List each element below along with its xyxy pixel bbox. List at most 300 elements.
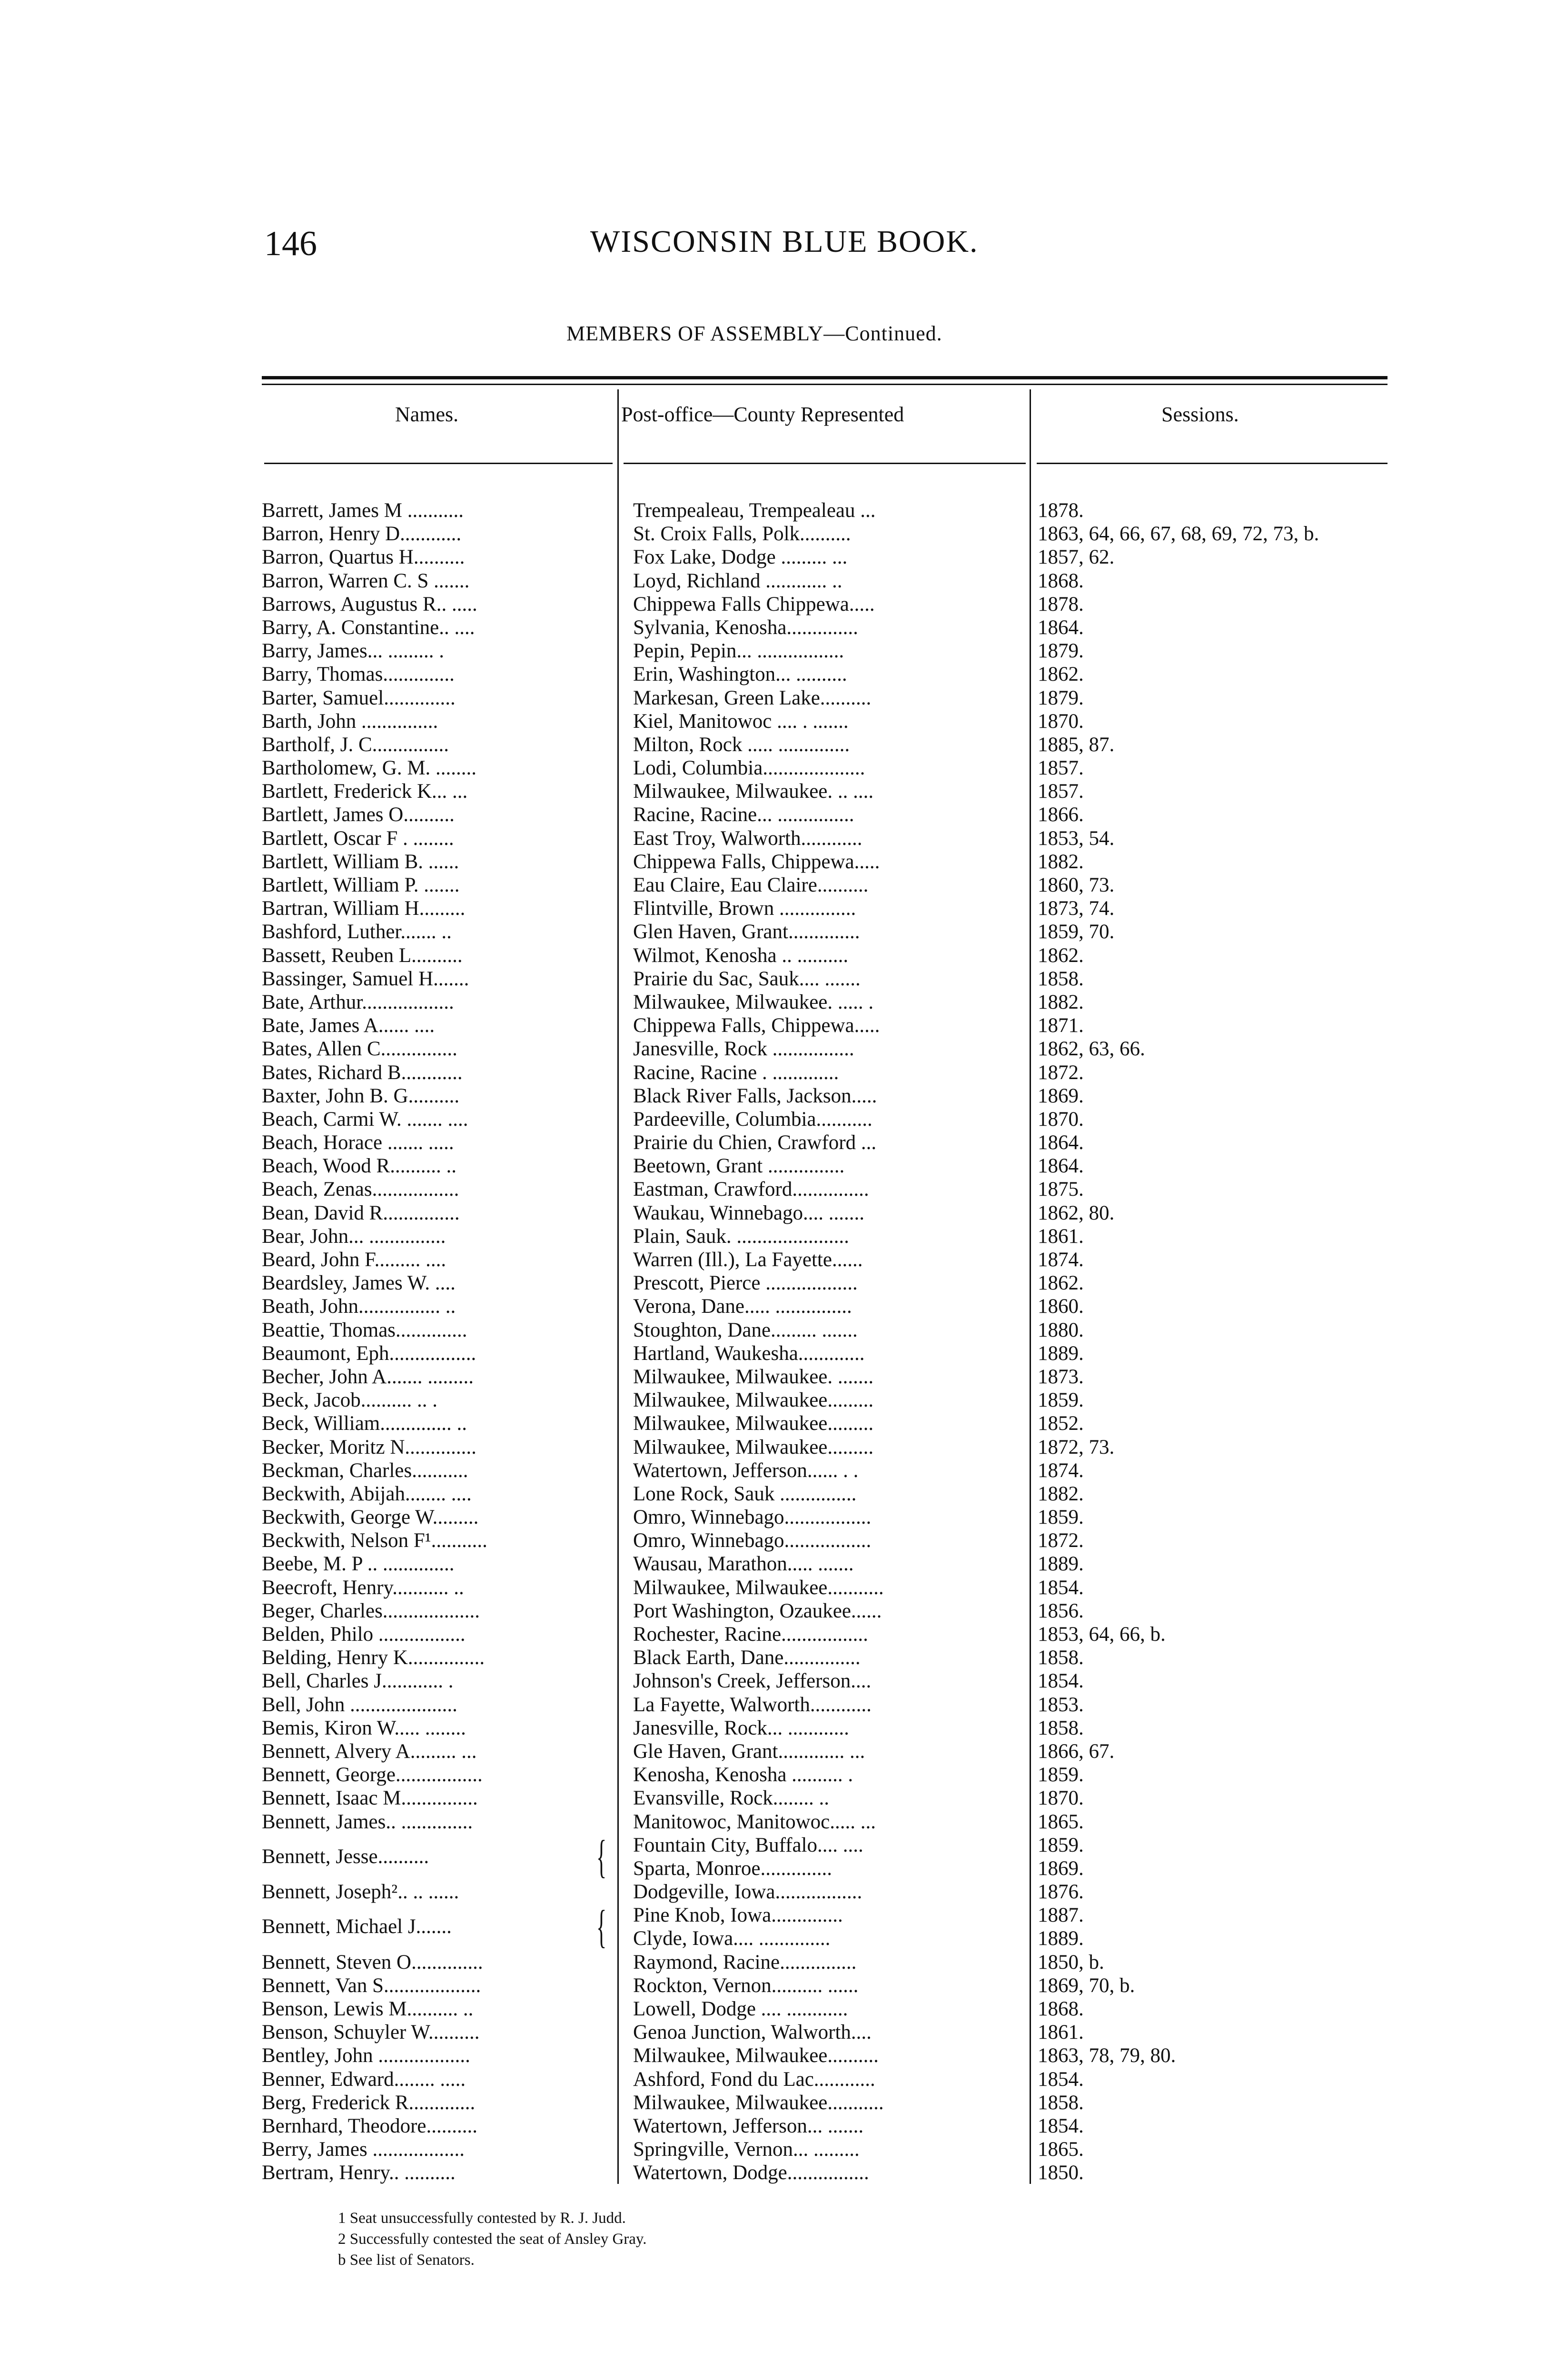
sessions bbox=[1038, 2114, 1390, 2138]
member-name: Bassett, Reuben L.......... bbox=[262, 944, 463, 967]
post-office-county bbox=[633, 803, 1026, 826]
table-row bbox=[0, 1529, 1546, 1552]
member-name: Bell, John ..................... bbox=[262, 1693, 457, 1716]
sessions-line: 1870. bbox=[1038, 710, 1084, 733]
post-office-county bbox=[633, 2091, 1026, 2114]
post-office-line: Manitowoc, Manitowoc..... ... bbox=[633, 1810, 876, 1833]
post-office-line: Racine, Racine... ............... bbox=[633, 803, 854, 826]
member-name: Berg, Frederick R............. bbox=[262, 2091, 476, 2114]
header-underline bbox=[264, 463, 613, 464]
member-name: Barry, James... ......... . bbox=[262, 640, 444, 663]
post-office-county bbox=[633, 920, 1026, 943]
post-office-county bbox=[633, 1342, 1026, 1365]
post-office-line: Pine Knob, Iowa.............. bbox=[633, 1904, 843, 1927]
post-office-line: Verona, Dane..... ............... bbox=[633, 1295, 852, 1318]
table-row bbox=[0, 1412, 1546, 1435]
post-office-county bbox=[633, 1599, 1026, 1623]
table-row bbox=[0, 545, 1546, 569]
sessions bbox=[1038, 1763, 1390, 1786]
post-office-line: Sparta, Monroe.............. bbox=[633, 1857, 832, 1880]
post-office-county bbox=[633, 1974, 1026, 1997]
member-name: Bennett, Jesse.......... bbox=[262, 1845, 429, 1868]
post-office-line: Milwaukee, Milwaukee. .. .... bbox=[633, 780, 874, 803]
post-office-line: Chippewa Falls, Chippewa..... bbox=[633, 1014, 880, 1037]
sessions-line: 1874. bbox=[1038, 1249, 1084, 1271]
post-office-line: Dodgeville, Iowa................. bbox=[633, 1881, 862, 1904]
post-office-county bbox=[633, 1154, 1026, 1178]
member-name: Bear, John... ............... bbox=[262, 1225, 446, 1248]
sessions-line: 1859. bbox=[1038, 1834, 1084, 1856]
sessions bbox=[1038, 1834, 1390, 1880]
post-office-line: Pepin, Pepin... ................. bbox=[633, 640, 844, 663]
post-office-county bbox=[633, 499, 1026, 522]
post-office-county bbox=[633, 1459, 1026, 1482]
post-office-line: Watertown, Dodge................ bbox=[633, 2162, 869, 2184]
post-office-line: Waukau, Winnebago.... ....... bbox=[633, 1201, 865, 1224]
post-office-county bbox=[633, 1271, 1026, 1295]
post-office-county bbox=[633, 569, 1026, 593]
column-header-names: Names. bbox=[395, 403, 459, 426]
member-name: Beard, John F......... .... bbox=[262, 1249, 446, 1271]
post-office-county bbox=[633, 1529, 1026, 1552]
top-rule-thick bbox=[262, 376, 1387, 379]
post-office-line: Milton, Rock ..... .............. bbox=[633, 733, 850, 756]
sessions-line: 1878. bbox=[1038, 499, 1084, 522]
post-office-line: Erin, Washington... .......... bbox=[633, 663, 847, 686]
post-office-county bbox=[633, 1388, 1026, 1412]
sessions-line: 1863, 78, 79, 80. bbox=[1038, 2044, 1176, 2067]
member-name: Bennett, George................. bbox=[262, 1764, 483, 1786]
table-row bbox=[0, 803, 1546, 826]
post-office-line: Lodi, Columbia.................... bbox=[633, 757, 865, 780]
sessions-line: 1852. bbox=[1038, 1412, 1084, 1435]
post-office-line: Rochester, Racine................. bbox=[633, 1623, 868, 1646]
sessions-line: 1882. bbox=[1038, 991, 1084, 1013]
sessions-line: 1853, 54. bbox=[1038, 827, 1115, 850]
post-office-county bbox=[633, 1904, 1026, 1950]
post-office-line: Eau Claire, Eau Claire.......... bbox=[633, 874, 869, 896]
table-row bbox=[0, 1108, 1546, 1131]
post-office-line: Black Earth, Dane............... bbox=[633, 1646, 861, 1669]
header-underline bbox=[1037, 463, 1387, 464]
table-row bbox=[0, 1763, 1546, 1786]
sessions-line: 1862, 63, 66. bbox=[1038, 1038, 1145, 1061]
table-row bbox=[0, 897, 1546, 920]
sessions-line: 1889. bbox=[1038, 1927, 1084, 1950]
post-office-county bbox=[633, 1436, 1026, 1459]
sessions-line: 1872, 73. bbox=[1038, 1436, 1115, 1458]
sessions bbox=[1038, 1319, 1390, 1342]
sessions-line: 1854. bbox=[1038, 2114, 1084, 2137]
member-name: Becker, Moritz N.............. bbox=[262, 1436, 476, 1458]
post-office-county bbox=[633, 1834, 1026, 1880]
post-office-county bbox=[633, 897, 1026, 920]
brace-mark: { bbox=[596, 1831, 607, 1883]
post-office-county bbox=[633, 1037, 1026, 1061]
post-office-line: Milwaukee, Milwaukee. ..... . bbox=[633, 991, 874, 1013]
sessions bbox=[1038, 1506, 1390, 1529]
post-office-line: Milwaukee, Milwaukee. ....... bbox=[633, 1365, 874, 1388]
table-row bbox=[0, 1037, 1546, 1061]
table-row bbox=[0, 1459, 1546, 1482]
sessions bbox=[1038, 1623, 1390, 1646]
sessions bbox=[1038, 1552, 1390, 1576]
post-office-county bbox=[633, 1061, 1026, 1084]
sessions bbox=[1038, 2161, 1390, 2184]
member-name: Berry, James .................. bbox=[262, 2138, 465, 2161]
table-row bbox=[0, 1178, 1546, 1201]
post-office-county bbox=[633, 1482, 1026, 1506]
sessions-line: 1872. bbox=[1038, 1529, 1084, 1552]
member-name: Benson, Lewis M.......... .. bbox=[262, 1998, 474, 2021]
post-office-county bbox=[633, 1880, 1026, 1904]
sessions bbox=[1038, 639, 1390, 663]
post-office-county bbox=[633, 1576, 1026, 1599]
sessions-line: 1862. bbox=[1038, 663, 1084, 686]
sessions bbox=[1038, 1178, 1390, 1201]
post-office-county bbox=[633, 2138, 1026, 2161]
table-row bbox=[0, 1014, 1546, 1037]
table-row bbox=[0, 710, 1546, 733]
post-office-county bbox=[633, 639, 1026, 663]
sessions-line: 1869. bbox=[1038, 1084, 1084, 1107]
table-row bbox=[0, 1319, 1546, 1342]
sessions-line: 1860. bbox=[1038, 1295, 1084, 1318]
member-name: Bartholomew, G. M. ........ bbox=[262, 757, 477, 780]
member-name: Belden, Philo ................. bbox=[262, 1623, 466, 1646]
post-office-line: Flintville, Brown ............... bbox=[633, 897, 856, 920]
table-row bbox=[0, 1248, 1546, 1271]
sessions-line: 1850, b. bbox=[1038, 1951, 1104, 1973]
post-office-line: Watertown, Jefferson...... . . bbox=[633, 1459, 859, 1482]
table-row bbox=[0, 1225, 1546, 1248]
member-name: Bertram, Henry.. .......... bbox=[262, 2162, 456, 2184]
post-office-line: Kiel, Manitowoc .... . ....... bbox=[633, 710, 849, 733]
table-row bbox=[0, 2138, 1546, 2161]
running-head: WISCONSIN BLUE BOOK. bbox=[590, 224, 979, 259]
sessions-line: 1873. bbox=[1038, 1365, 1084, 1388]
table-row bbox=[0, 2044, 1546, 2067]
sessions-line: 1857. bbox=[1038, 757, 1084, 780]
table-row bbox=[0, 1623, 1546, 1646]
table-row bbox=[0, 639, 1546, 663]
table-row bbox=[0, 1365, 1546, 1388]
post-office-line: Racine, Racine . ............. bbox=[633, 1061, 839, 1084]
post-office-county bbox=[633, 2114, 1026, 2138]
member-name: Barth, John ............... bbox=[262, 710, 438, 733]
table-row bbox=[0, 2091, 1546, 2114]
sessions-line: 1866. bbox=[1038, 803, 1084, 826]
sessions bbox=[1038, 827, 1390, 850]
member-name: Barron, Quartus H.......... bbox=[262, 546, 465, 569]
sessions-line: 1889. bbox=[1038, 1553, 1084, 1576]
member-name: Bentley, John .................. bbox=[262, 2044, 470, 2067]
post-office-line: Milwaukee, Milwaukee........... bbox=[633, 2091, 884, 2114]
post-office-line: Milwaukee, Milwaukee........... bbox=[633, 1576, 884, 1599]
member-name: Beger, Charles................... bbox=[262, 1599, 480, 1622]
sessions-line: 1864. bbox=[1038, 616, 1084, 639]
table-row bbox=[0, 1810, 1546, 1834]
post-office-line: Fox Lake, Dodge ......... ... bbox=[633, 546, 848, 569]
post-office-county bbox=[633, 1740, 1026, 1763]
table-row bbox=[0, 1646, 1546, 1669]
post-office-line: Port Washington, Ozaukee...... bbox=[633, 1599, 882, 1622]
member-name: Bartlett, William B. ...... bbox=[262, 850, 459, 873]
sessions bbox=[1038, 1693, 1390, 1716]
member-name: Barrows, Augustus R.. ..... bbox=[262, 593, 477, 615]
sessions bbox=[1038, 1482, 1390, 1506]
post-office-line: Chippewa Falls Chippewa..... bbox=[633, 593, 875, 615]
sessions bbox=[1038, 756, 1390, 780]
sessions bbox=[1038, 1271, 1390, 1295]
sessions-line: 1874. bbox=[1038, 1459, 1084, 1482]
post-office-line: Ashford, Fond du Lac............ bbox=[633, 2068, 875, 2091]
post-office-county bbox=[633, 1997, 1026, 2021]
post-office-line: Raymond, Racine............... bbox=[633, 1951, 857, 1973]
sessions-line: 1853, 64, 66, b. bbox=[1038, 1623, 1166, 1646]
post-office-line: Milwaukee, Milwaukee......... bbox=[633, 1389, 874, 1412]
sessions-line: 1887. bbox=[1038, 1904, 1084, 1927]
table-row bbox=[0, 2021, 1546, 2044]
post-office-line: East Troy, Walworth............ bbox=[633, 827, 862, 850]
sessions bbox=[1038, 710, 1390, 733]
post-office-county bbox=[633, 850, 1026, 873]
post-office-county bbox=[633, 663, 1026, 686]
table-row bbox=[0, 1951, 1546, 1974]
table-row bbox=[0, 1576, 1546, 1599]
post-office-county bbox=[633, 873, 1026, 897]
post-office-county bbox=[633, 593, 1026, 616]
table-row bbox=[0, 920, 1546, 943]
sessions bbox=[1038, 733, 1390, 756]
post-office-line: Johnson's Creek, Jefferson.... bbox=[633, 1670, 872, 1693]
sessions bbox=[1038, 1108, 1390, 1131]
member-name: Bennett, Alvery A......... ... bbox=[262, 1740, 477, 1763]
member-name: Bassinger, Samuel H....... bbox=[262, 967, 469, 990]
sessions-line: 1858. bbox=[1038, 1646, 1084, 1669]
post-office-line: Prairie du Chien, Crawford ... bbox=[633, 1131, 877, 1154]
sessions bbox=[1038, 499, 1390, 522]
post-office-line: Milwaukee, Milwaukee......... bbox=[633, 1436, 874, 1458]
member-name: Bate, Arthur.................. bbox=[262, 991, 454, 1013]
sessions-line: 1889. bbox=[1038, 1342, 1084, 1365]
post-office-county bbox=[633, 1786, 1026, 1810]
sessions-line: 1873, 74. bbox=[1038, 897, 1115, 920]
sessions bbox=[1038, 2091, 1390, 2114]
sessions bbox=[1038, 2044, 1390, 2067]
post-office-line: Milwaukee, Milwaukee......... bbox=[633, 1412, 874, 1435]
sessions bbox=[1038, 1014, 1390, 1037]
member-name: Bennett, Isaac M............... bbox=[262, 1787, 478, 1810]
table-row bbox=[0, 569, 1546, 593]
post-office-line: Omro, Winnebago................. bbox=[633, 1529, 872, 1552]
sessions bbox=[1038, 850, 1390, 873]
post-office-county bbox=[633, 1506, 1026, 1529]
table-row bbox=[0, 2114, 1546, 2138]
table-row bbox=[0, 1154, 1546, 1178]
sessions bbox=[1038, 944, 1390, 967]
table-row bbox=[0, 756, 1546, 780]
sessions bbox=[1038, 2021, 1390, 2044]
post-office-county bbox=[633, 1763, 1026, 1786]
sessions-line: 1882. bbox=[1038, 850, 1084, 873]
member-name: Bennett, Michael J....... bbox=[262, 1915, 452, 1938]
sessions bbox=[1038, 920, 1390, 943]
post-office-line: Genoa Junction, Walworth.... bbox=[633, 2021, 872, 2044]
post-office-county bbox=[633, 733, 1026, 756]
post-office-line: Prairie du Sac, Sauk.... ....... bbox=[633, 967, 861, 990]
member-name: Beckwith, George W......... bbox=[262, 1506, 479, 1529]
post-office-county bbox=[633, 944, 1026, 967]
member-name: Beckwith, Abijah........ .... bbox=[262, 1482, 472, 1505]
member-name: Beach, Zenas................. bbox=[262, 1178, 459, 1201]
table-row bbox=[0, 686, 1546, 710]
member-name: Beach, Horace ....... ..... bbox=[262, 1131, 454, 1154]
post-office-line: Gle Haven, Grant............. ... bbox=[633, 1740, 865, 1763]
sessions bbox=[1038, 686, 1390, 710]
sessions bbox=[1038, 1740, 1390, 1763]
sessions bbox=[1038, 1974, 1390, 1997]
sessions-line: 1876. bbox=[1038, 1881, 1084, 1904]
sessions bbox=[1038, 1646, 1390, 1669]
table-row bbox=[0, 850, 1546, 873]
sessions bbox=[1038, 1576, 1390, 1599]
sessions-line: 1875. bbox=[1038, 1178, 1084, 1201]
post-office-county bbox=[633, 522, 1026, 545]
member-name: Beecroft, Henry........... .. bbox=[262, 1576, 464, 1599]
post-office-line: Janesville, Rock... ............ bbox=[633, 1716, 849, 1739]
table-row bbox=[0, 522, 1546, 545]
table-row bbox=[0, 1482, 1546, 1506]
sessions bbox=[1038, 545, 1390, 569]
sessions-line: 1850. bbox=[1038, 2162, 1084, 2184]
sessions bbox=[1038, 593, 1390, 616]
post-office-county bbox=[633, 1810, 1026, 1834]
member-name: Benson, Schuyler W.......... bbox=[262, 2021, 480, 2044]
sessions bbox=[1038, 1201, 1390, 1225]
sessions-line: 1869, 70, b. bbox=[1038, 1974, 1135, 1997]
sessions-line: 1859. bbox=[1038, 1764, 1084, 1786]
post-office-county bbox=[633, 1623, 1026, 1646]
post-office-county bbox=[633, 1951, 1026, 1974]
table-row bbox=[0, 1552, 1546, 1576]
header-underline bbox=[624, 463, 1026, 464]
sessions-line: 1865. bbox=[1038, 1810, 1084, 1833]
post-office-line: Pardeeville, Columbia........... bbox=[633, 1108, 872, 1130]
table-row bbox=[0, 733, 1546, 756]
member-name: Bemis, Kiron W..... ........ bbox=[262, 1716, 466, 1739]
table-row bbox=[0, 991, 1546, 1014]
table-title: MEMBERS OF ASSEMBLY—Continued. bbox=[566, 322, 942, 345]
sessions bbox=[1038, 1225, 1390, 1248]
post-office-line: Hartland, Waukesha............. bbox=[633, 1342, 865, 1365]
sessions-line: 1862. bbox=[1038, 1272, 1084, 1295]
member-name: Bartlett, William P. ....... bbox=[262, 874, 460, 896]
table-row bbox=[0, 2161, 1546, 2184]
post-office-county bbox=[633, 2161, 1026, 2184]
table-row bbox=[0, 1061, 1546, 1084]
column-header-sessions: Sessions. bbox=[1161, 403, 1239, 426]
member-name: Barrett, James M ........... bbox=[262, 499, 464, 522]
sessions bbox=[1038, 616, 1390, 639]
table-row bbox=[0, 1669, 1546, 1693]
sessions-line: 1858. bbox=[1038, 1716, 1084, 1739]
sessions bbox=[1038, 897, 1390, 920]
table-row bbox=[0, 499, 1546, 522]
post-office-county bbox=[633, 1716, 1026, 1740]
member-name: Bean, David R............... bbox=[262, 1201, 460, 1224]
sessions bbox=[1038, 1880, 1390, 1904]
sessions-line: 1878. bbox=[1038, 593, 1084, 615]
sessions bbox=[1038, 1154, 1390, 1178]
post-office-county bbox=[633, 1178, 1026, 1201]
sessions-line: 1862. bbox=[1038, 944, 1084, 967]
post-office-county bbox=[633, 616, 1026, 639]
table-row bbox=[0, 967, 1546, 991]
post-office-county bbox=[633, 967, 1026, 991]
member-name: Barry, A. Constantine.. .... bbox=[262, 616, 475, 639]
post-office-county bbox=[633, 1365, 1026, 1388]
table-row bbox=[0, 1740, 1546, 1763]
member-name: Benner, Edward........ ..... bbox=[262, 2068, 466, 2091]
table-row bbox=[0, 616, 1546, 639]
brace-mark: { bbox=[596, 1901, 607, 1953]
member-name: Bell, Charles J............ . bbox=[262, 1670, 454, 1693]
member-name: Belding, Henry K............... bbox=[262, 1646, 485, 1669]
post-office-county bbox=[633, 1693, 1026, 1716]
sessions-line: 1854. bbox=[1038, 2068, 1084, 2091]
post-office-county bbox=[633, 2021, 1026, 2044]
sessions-line: 1859. bbox=[1038, 1506, 1084, 1529]
member-name: Beath, John................ .. bbox=[262, 1295, 456, 1318]
post-office-line: Stoughton, Dane......... ....... bbox=[633, 1319, 858, 1341]
post-office-county bbox=[633, 1131, 1026, 1154]
sessions-line: 1853. bbox=[1038, 1693, 1084, 1716]
member-name: Baxter, John B. G.......... bbox=[262, 1084, 460, 1107]
sessions-line: 1872. bbox=[1038, 1061, 1084, 1084]
post-office-line: Chippewa Falls, Chippewa..... bbox=[633, 850, 880, 873]
sessions bbox=[1038, 1388, 1390, 1412]
sessions-line: 1879. bbox=[1038, 640, 1084, 663]
top-rule-thin bbox=[262, 384, 1387, 385]
sessions bbox=[1038, 522, 1390, 545]
member-name: Bennett, James.. .............. bbox=[262, 1810, 473, 1833]
post-office-line: Plain, Sauk. ...................... bbox=[633, 1225, 849, 1248]
sessions-line: 1868. bbox=[1038, 569, 1084, 592]
sessions-line: 1882. bbox=[1038, 1482, 1084, 1505]
table-row bbox=[0, 1506, 1546, 1529]
sessions bbox=[1038, 873, 1390, 897]
sessions-line: 1866, 67. bbox=[1038, 1740, 1115, 1763]
sessions-line: 1861. bbox=[1038, 2021, 1084, 2044]
post-office-county bbox=[633, 2068, 1026, 2091]
sessions-line: 1859. bbox=[1038, 1389, 1084, 1412]
sessions bbox=[1038, 1037, 1390, 1061]
sessions-line: 1864. bbox=[1038, 1131, 1084, 1154]
member-name: Bennett, Steven O.............. bbox=[262, 1951, 483, 1973]
table-row bbox=[0, 1388, 1546, 1412]
member-name: Bate, James A...... .... bbox=[262, 1014, 435, 1037]
member-name: Bartlett, James O.......... bbox=[262, 803, 455, 826]
sessions bbox=[1038, 1084, 1390, 1108]
table-row bbox=[0, 1131, 1546, 1154]
sessions-line: 1868. bbox=[1038, 1998, 1084, 2021]
member-name: Beattie, Thomas.............. bbox=[262, 1319, 467, 1341]
table-row bbox=[0, 1271, 1546, 1295]
sessions-line: 1870. bbox=[1038, 1787, 1084, 1810]
footnote: 2 Successfully contested the seat of Ansley Gray. bbox=[338, 2231, 647, 2248]
member-name: Bates, Allen C............... bbox=[262, 1038, 457, 1061]
